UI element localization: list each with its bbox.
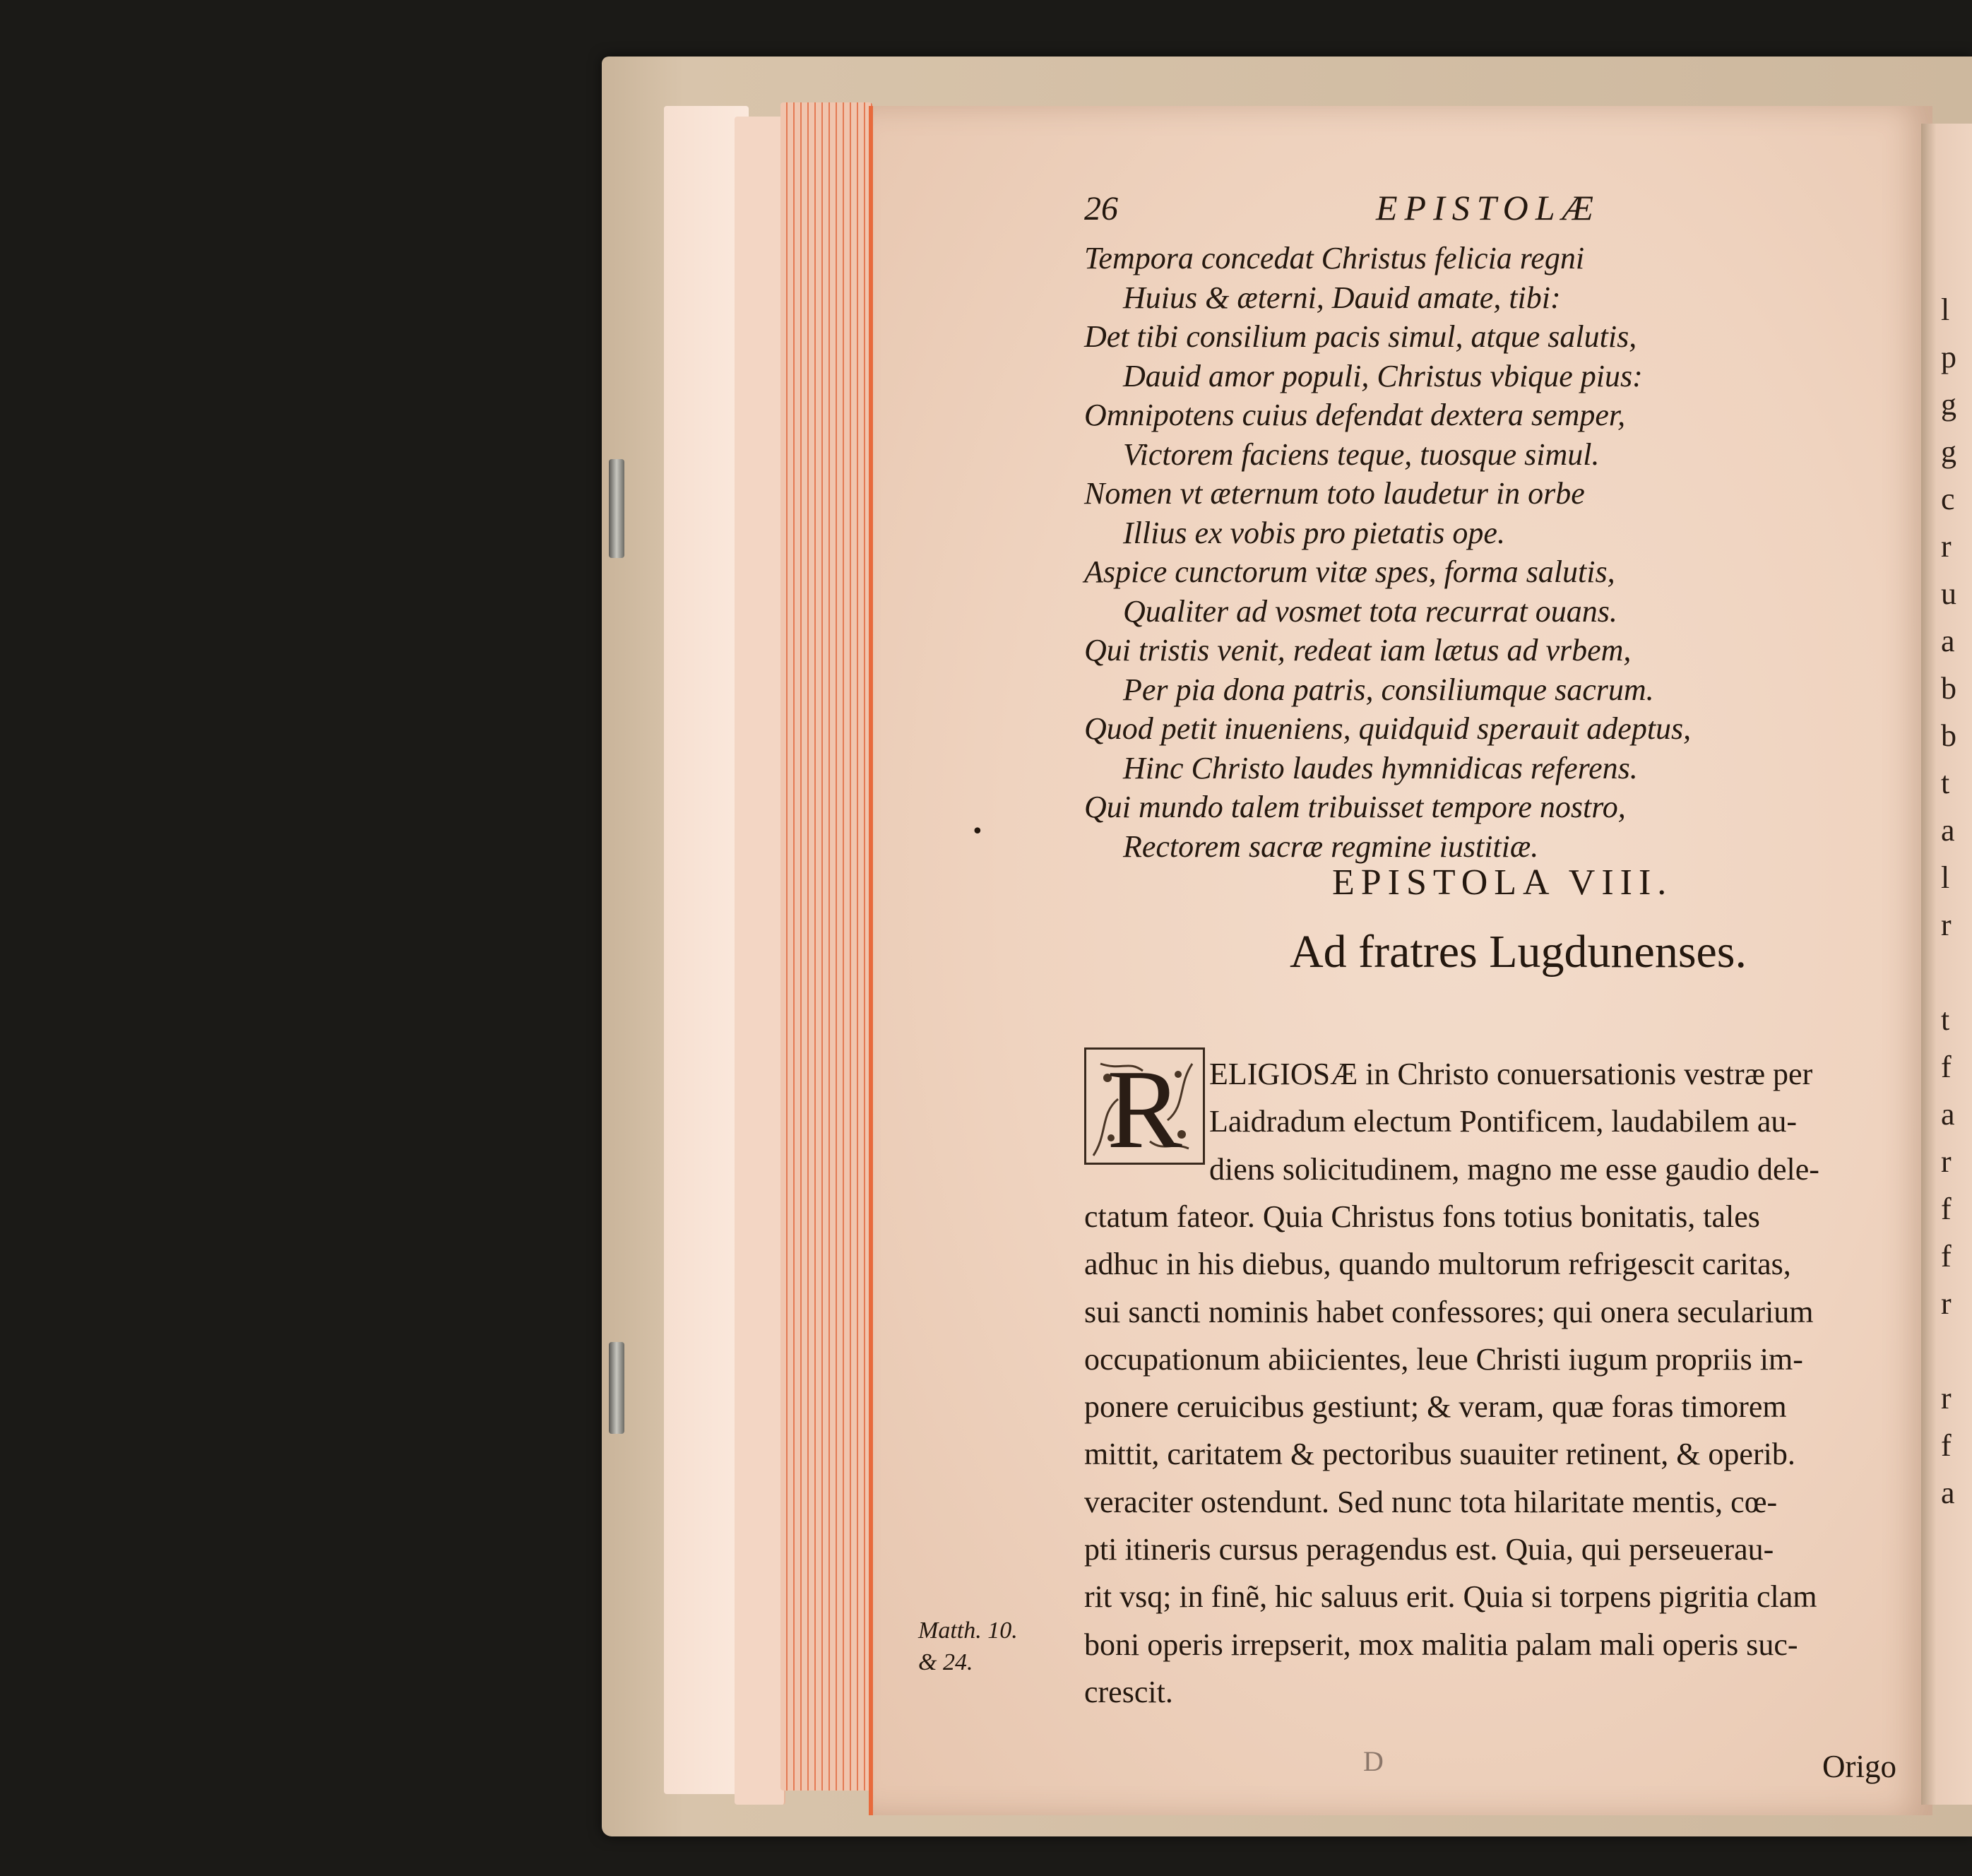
poem-line: Qui mundo talem tribuisset tempore nostro, [1084,790,1626,824]
prose-line: mittit, caritatem & pectoribus suauiter retinent, & operib. [1084,1437,1795,1472]
facing-page-letter: f [1941,1239,1952,1274]
facing-page-letter: a [1941,1097,1955,1132]
initial-letter: R [1107,1046,1182,1172]
poem-line: Tempora concedat Christus felicia regni [1084,241,1585,275]
margin-note-2: & 24. [918,1649,973,1675]
facing-page-letter: c [1941,482,1955,516]
book-clasp-lower [609,1342,624,1434]
epistle-subheading: Ad fratres Lugdunenses. [1290,926,1747,978]
prose-line: boni operis irrepserit, mox malitia palam mali operis suc- [1084,1627,1798,1662]
running-head: EPISTOLÆ [1376,188,1601,227]
poem-line: Per pia dona patris, consiliumque sacrum. [1123,672,1654,707]
prose-line: ELIGIOSÆ in Christo conuersationis vestræ per [1209,1057,1813,1091]
facing-page-letter: u [1941,576,1956,611]
facing-page-letter: f [1941,1192,1952,1226]
signature-mark: D [1363,1745,1384,1777]
facing-page-edge [1921,124,1972,1805]
leaf-stack [735,117,785,1805]
poem-line: Qualiter ad vosmet tota recurrat ouans. [1123,593,1617,629]
facing-page-letter: t [1941,1002,1950,1037]
poem-line: Nomen vt æternum toto laudetur in orbe [1084,476,1585,511]
facing-page-letter: r [1941,1381,1952,1415]
poem-line: Quod petit inueniens, quidquid sperauit adeptus, [1084,711,1692,746]
prose-line: ponere ceruicibus gestiunt; & veram, quæ foras timorem [1084,1389,1787,1425]
red-page-edges [780,102,872,1791]
poem-line: Rectorem sacræ regmine iustitiæ. [1123,829,1539,864]
prose-line: veraciter ostendunt. Sed nunc tota hilaritate mentis, cœ- [1084,1484,1778,1519]
facing-page-letter: a [1941,813,1955,848]
prose-line: sui sancti nominis habet confessores; qui onera secularium [1084,1294,1814,1329]
facing-page-letter: r [1941,908,1952,942]
margin-note-1: Matth. 10. [918,1617,1018,1644]
facing-page-letter: p [1941,340,1956,374]
facing-page-letter: r [1941,1144,1952,1179]
facing-page-letter: b [1941,718,1956,753]
facing-page-letter: f [1941,1050,1952,1084]
epistle-heading: EPISTOLA VIII. [1332,862,1673,903]
poem-line: Qui tristis venit, redeat iam lætus ad vrbem, [1084,633,1632,667]
prose-line: ctatum fateor. Quia Christus fons totius bonitatis, tales [1084,1199,1760,1234]
prose-line: rit vsq; in finẽ, hic saluus erit. Quia si torpens pigritia clam [1084,1579,1817,1615]
facing-page-letter: r [1941,529,1952,564]
poem-line: Illius ex vobis pro pietatis ope. [1123,515,1505,550]
facing-page-letter: a [1941,624,1955,658]
facing-page-letter: l [1941,292,1950,327]
poem-line: Aspice cunctorum vitæ spes, forma salutis, [1084,554,1615,589]
prose-line: Laidradum electum Pontificem, laudabilem au- [1209,1104,1798,1139]
poem-line: Dauid amor populi, Christus vbique pius: [1123,358,1643,393]
poem-line: Det tibi consilium pacis simul, atque salutis, [1084,319,1637,354]
prose-line: diens solicitudinem, magno me esse gaudio dele- [1209,1151,1819,1187]
page-number: 26 [1084,190,1118,227]
facing-page-letter: b [1941,671,1956,706]
poem-line: Huius & æterni, Dauid amate, tibi: [1123,280,1561,315]
poem-line: Hinc Christo laudes hymnidicas referens. [1123,750,1638,785]
decorated-initial [1084,1046,1205,1172]
facing-page-letter [1941,949,1972,996]
facing-page-letter: a [1941,1476,1955,1510]
prose-line: adhuc in his diebus, quando multorum refrigescit caritas, [1084,1247,1791,1282]
facing-page-letter: t [1941,766,1950,800]
catchword: Origo [1822,1749,1896,1784]
prose-line: occupationum abiicientes, leue Christi iugum propriis im- [1084,1341,1803,1377]
facing-page-letter: f [1941,1428,1952,1463]
facing-page-letter: g [1941,434,1956,469]
prose-line: pti itineris cursus peragendus est. Quia, qui perseuerau- [1084,1532,1774,1567]
book-clasp [609,459,624,558]
facing-page-letter: g [1941,387,1956,422]
facing-page-letter: r [1941,1286,1952,1321]
margin-mark: • [971,819,984,844]
poem-line: Victorem faciens teque, tuosque simul. [1123,437,1600,472]
facing-page-letter [1941,1327,1972,1375]
facing-page-letter: l [1941,860,1950,895]
poem-line: Omnipotens cuius defendat dextera semper, [1084,398,1626,432]
prose-line: crescit. [1084,1674,1173,1709]
